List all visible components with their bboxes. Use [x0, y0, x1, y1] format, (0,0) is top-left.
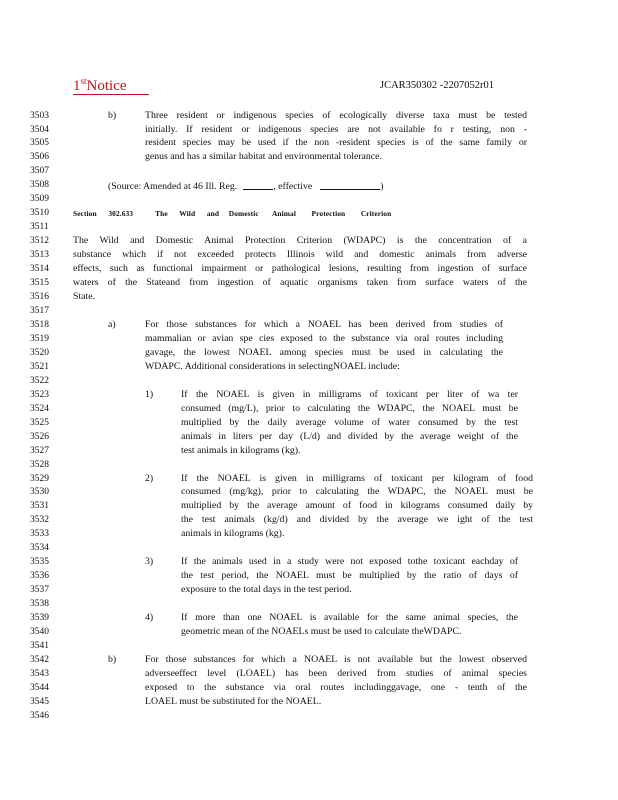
line-number: 3519 — [30, 333, 49, 344]
line-number: 3508 — [30, 180, 49, 191]
line-number: 3521 — [30, 361, 49, 372]
intro-paragraph-line: substance which if not exceeded protects Illinois wild and domestic animals from adverse — [73, 250, 527, 261]
line-number: 3542 — [30, 654, 49, 665]
item-4-label: 4) — [145, 612, 154, 624]
item-4-line: If more than one NOAEL is available for the same animal species, the — [181, 613, 518, 624]
blank-field — [320, 180, 380, 190]
line-number: 3506 — [30, 152, 49, 163]
item-3-line: exposure to the total days in the test period. — [181, 584, 352, 596]
line-number: 3515 — [30, 278, 49, 288]
notice-underline — [73, 78, 149, 95]
paragraph-b-top-label: b) — [108, 109, 117, 121]
intro-paragraph-line: The Wild and Domestic Animal Protection Criterion (WDAPC) is the concentration of a — [73, 236, 527, 247]
paragraph-b-top-line: initially. If resident or indigenous species are not available fo r testing, non - — [145, 124, 527, 135]
paragraph-b-line: LOAEL must be substituted for the NOAEL. — [145, 695, 322, 707]
line-number: 3526 — [30, 431, 49, 442]
line-number: 3507 — [30, 166, 49, 177]
item-1-line: test animals in kilograms (kg). — [181, 444, 301, 456]
item-1-line: multiplied by the daily average volume of water consumed by the test — [181, 417, 518, 428]
notice-superscript: st — [80, 76, 87, 86]
line-number: 3513 — [30, 250, 49, 261]
paragraph-a-line: gavage, the lowest NOAEL among species must be used in calculating the — [145, 347, 503, 358]
line-number: 3520 — [30, 347, 49, 358]
line-number: 3511 — [30, 222, 49, 233]
notice-label — [73, 76, 149, 95]
source-suffix: ) — [380, 181, 384, 193]
line-number: 3532 — [30, 515, 49, 526]
paragraph-a-line: mammalian or avian spe cies exposed to the substance via oral routes including — [145, 333, 503, 344]
source-mid: , effective — [273, 181, 313, 193]
line-number: 3536 — [30, 571, 49, 582]
line-number: 3538 — [30, 599, 49, 610]
section-number: Section 302.633 — [73, 209, 134, 219]
line-number: 3518 — [30, 319, 49, 330]
notice-number: 1 — [73, 78, 81, 94]
line-number: 3503 — [30, 110, 49, 121]
line-number: 3534 — [30, 543, 49, 554]
line-number: 3543 — [30, 668, 49, 679]
intro-paragraph-line: State. — [73, 291, 96, 302]
item-1-line: animals in liters per day (L/d) and divided by the average weight of the — [181, 431, 518, 442]
paragraph-b-top-line: Three resident or indigenous species of ecologically diverse taxa must be tested — [145, 110, 527, 121]
source-note — [108, 180, 384, 192]
line-number: 3512 — [30, 236, 49, 247]
item-1-line: consumed (mg/L), prior to calculating the WDAPC, the NOAEL must be — [181, 403, 518, 414]
paragraph-b-line: For those substances for which a NOAEL is not available but the lowest observed — [145, 654, 527, 665]
line-number: 3531 — [30, 501, 49, 512]
line-number: 3530 — [30, 487, 49, 498]
line-number: 3524 — [30, 403, 49, 414]
item-1-label: 1) — [145, 388, 154, 400]
item-3-label: 3) — [145, 556, 154, 568]
paragraph-b-top-line: resident species may be used if the non -resident species is of the same family or — [145, 138, 527, 149]
line-number: 3537 — [30, 585, 49, 596]
section-title: The Wild and Domestic Animal Protection Criterion — [155, 209, 392, 219]
paragraph-a-label: a) — [108, 318, 116, 330]
line-number: 3516 — [30, 292, 49, 302]
line-number: 3522 — [30, 375, 49, 386]
paragraph-b-label: b) — [108, 653, 117, 665]
paragraph-b-line: exposed to the substance via oral routes includinggavage, one - tenth of the — [145, 682, 527, 693]
line-number: 3505 — [30, 138, 49, 149]
item-3-line: the test period, the NOAEL must be multiplied by the ratio of days of — [181, 571, 518, 582]
paragraph-a-line: For those substances for which a NOAEL has been derived from studies of — [145, 319, 503, 330]
intro-paragraph-line: waters of the Stateand from ingestion of aquatic organisms taken from surface waters of the — [73, 278, 527, 288]
line-number: 3504 — [30, 124, 49, 135]
intro-paragraph-line: effects, such as functional impairment or pathological lesions, resulting from ingestion of surface — [73, 264, 527, 275]
line-number: 3546 — [30, 710, 49, 721]
paragraph-a-line: WDAPC. Additional considerations in selectingNOAEL include: — [145, 360, 400, 372]
item-2-line: consumed (mg/kg), prior to calculating the WDAPC, the NOAEL must be — [181, 487, 533, 498]
item-1-line: If the NOAEL is given in milligrams of toxicant per liter of wa ter — [181, 389, 518, 400]
item-3-line: If the animals used in a study were not exposed tothe toxicant eachday of — [181, 557, 518, 568]
item-2-line: multiplied by the average amount of food in kilograms consumed daily by — [181, 501, 533, 512]
line-number: 3510 — [30, 208, 49, 219]
line-number: 3517 — [30, 305, 49, 316]
item-2-line: animals in kilograms (kg). — [181, 528, 285, 540]
section-heading — [73, 209, 391, 219]
line-number: 3529 — [30, 473, 49, 484]
line-number: 3545 — [30, 696, 49, 707]
line-number: 3535 — [30, 557, 49, 568]
blank-field — [243, 180, 273, 190]
line-number: 3525 — [30, 417, 49, 428]
line-number: 3527 — [30, 445, 49, 456]
source-prefix: (Source: Amended at 46 Ill. Reg. — [108, 181, 238, 193]
line-number: 3533 — [30, 529, 49, 540]
line-number: 3541 — [30, 641, 49, 651]
line-number: 3539 — [30, 613, 49, 624]
item-4-line: geometric mean of the NOAELs must be used to calculate theWDAPC. — [181, 626, 462, 637]
item-2-line: If the NOAEL is given in milligrams of toxicant per kilogram of food — [181, 473, 533, 484]
line-number: 3544 — [30, 682, 49, 693]
line-number: 3540 — [30, 627, 49, 637]
notice-word: Notice — [86, 78, 127, 94]
paragraph-b-line: adverseeffect level (LOAEL) has been derived from studies of animal species — [145, 668, 527, 679]
line-number: 3523 — [30, 389, 49, 400]
item-2-line: the test animals (kg/d) and divided by the average we ight of the test — [181, 515, 533, 526]
line-number: 3514 — [30, 264, 49, 275]
line-number: 3509 — [30, 194, 49, 205]
item-2-label: 2) — [145, 472, 154, 484]
paragraph-b-top-line: genus and has a similar habitat and environmental tolerance. — [145, 151, 382, 163]
document-code: JCAR350302 -2207052r01 — [380, 80, 495, 91]
line-number: 3528 — [30, 459, 49, 470]
